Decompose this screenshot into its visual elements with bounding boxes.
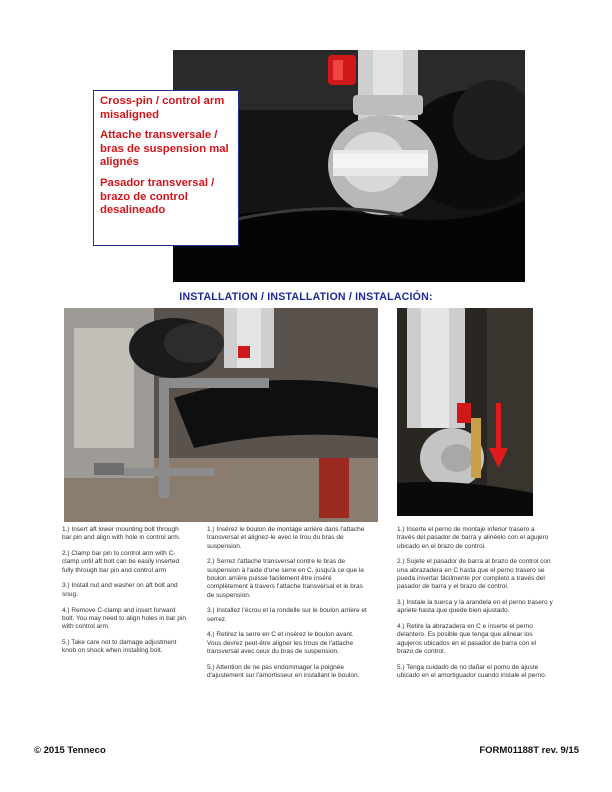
step-5-es: 5.) Tenga cuidado de no dañar el pomo de ajuste ubicado en el amortiguador cuando instale el perno. <box>397 663 547 680</box>
callout-line-fr: Attache transversale / bras de suspension mal alignés <box>100 129 229 169</box>
installation-heading: INSTALLATION / INSTALLATION / INSTALACIÓN: <box>179 291 433 303</box>
instructions-french <box>207 526 367 688</box>
bolt-insert-photo <box>397 308 533 516</box>
step-1-es: 1.) Inserte el perno de montaje inferior trasero a través del pasador de barra y alinéelo con el agujero ubicado en el brazo de control. <box>397 526 549 550</box>
step-4-es: 4.) Retire la abrazadera en C e inserte el perno delantero. Es posible que tenga que alinear los agujeros ubicados en el pasador de barra con el brazo de control. <box>397 623 537 656</box>
step-4-fr: 4.) Retirez la serre en C et insérez le boulon avant. Vous devrez peut-être aligner les trous de l'attache transversal avec ceux du bras de suspension. <box>207 631 354 656</box>
step-1-fr: 1.) Insérez le boulon de montage arrière dans l'attache transversal et alignez-le avec le trou du bras de suspension. <box>207 526 365 550</box>
step-3-fr: 3.) Installez l'écrou et la rondelle sur le boulon arrière et serrez. <box>207 607 367 623</box>
copyright: © 2015 Tenneco <box>34 745 106 756</box>
step-5-fr: 5.) Attention de ne pas endommager la poignée d'ajustement sur l'amortisseur en installant le boulon. <box>207 663 360 680</box>
step-2-es: 2.) Sujete el pasador de barra al brazo de control con una abrazadera en C hasta que el perno trasero se pueda insertar fácilmente por completo a través del pasador de barra y el brazo de control. <box>397 558 551 591</box>
step-4-en: 4.) Remove C-clamp and insert forward bolt. You may need to align holes in bar pin with control arm. <box>62 606 186 631</box>
misalignment-callout <box>93 90 239 246</box>
step-1-en: 1.) Insert aft lower mounting bolt through bar pin and align with hole in control arm. <box>62 526 181 542</box>
instructions-english <box>62 526 186 663</box>
callout-line-es: Pasador transversal / brazo de control desalineado <box>100 176 215 217</box>
step-2-fr: 2.) Serrez l'attache transversal contre le bras de suspension à l'aide d'une serre en C, jusqu'à ce que le boulon arrière puisse facilement être inséré complètement à travers l'attache transversal et le bras de suspension. <box>207 558 364 599</box>
c-clamp-photo <box>64 308 378 522</box>
form-number: FORM01188T rev. 9/15 <box>479 745 579 756</box>
step-2-en: 2.) Clamp bar pin to control arm with C-clamp until aft bolt can be easily inserted fully through bar pin and control arm <box>62 550 180 574</box>
step-5-en: 5.) Take care not to damage adjustment knob on shock when installing bolt. <box>62 638 177 655</box>
step-3-es: 3.) Instale la tuerca y la arandela en el perno trasero y apriete hasta que quede bien ajustado. <box>397 599 553 615</box>
callout-line-en: Cross-pin / control arm misaligned <box>100 95 225 121</box>
step-3-en: 3.) Install nut and washer on aft bolt and snug. <box>62 582 178 598</box>
instructions-spanish <box>397 526 553 688</box>
